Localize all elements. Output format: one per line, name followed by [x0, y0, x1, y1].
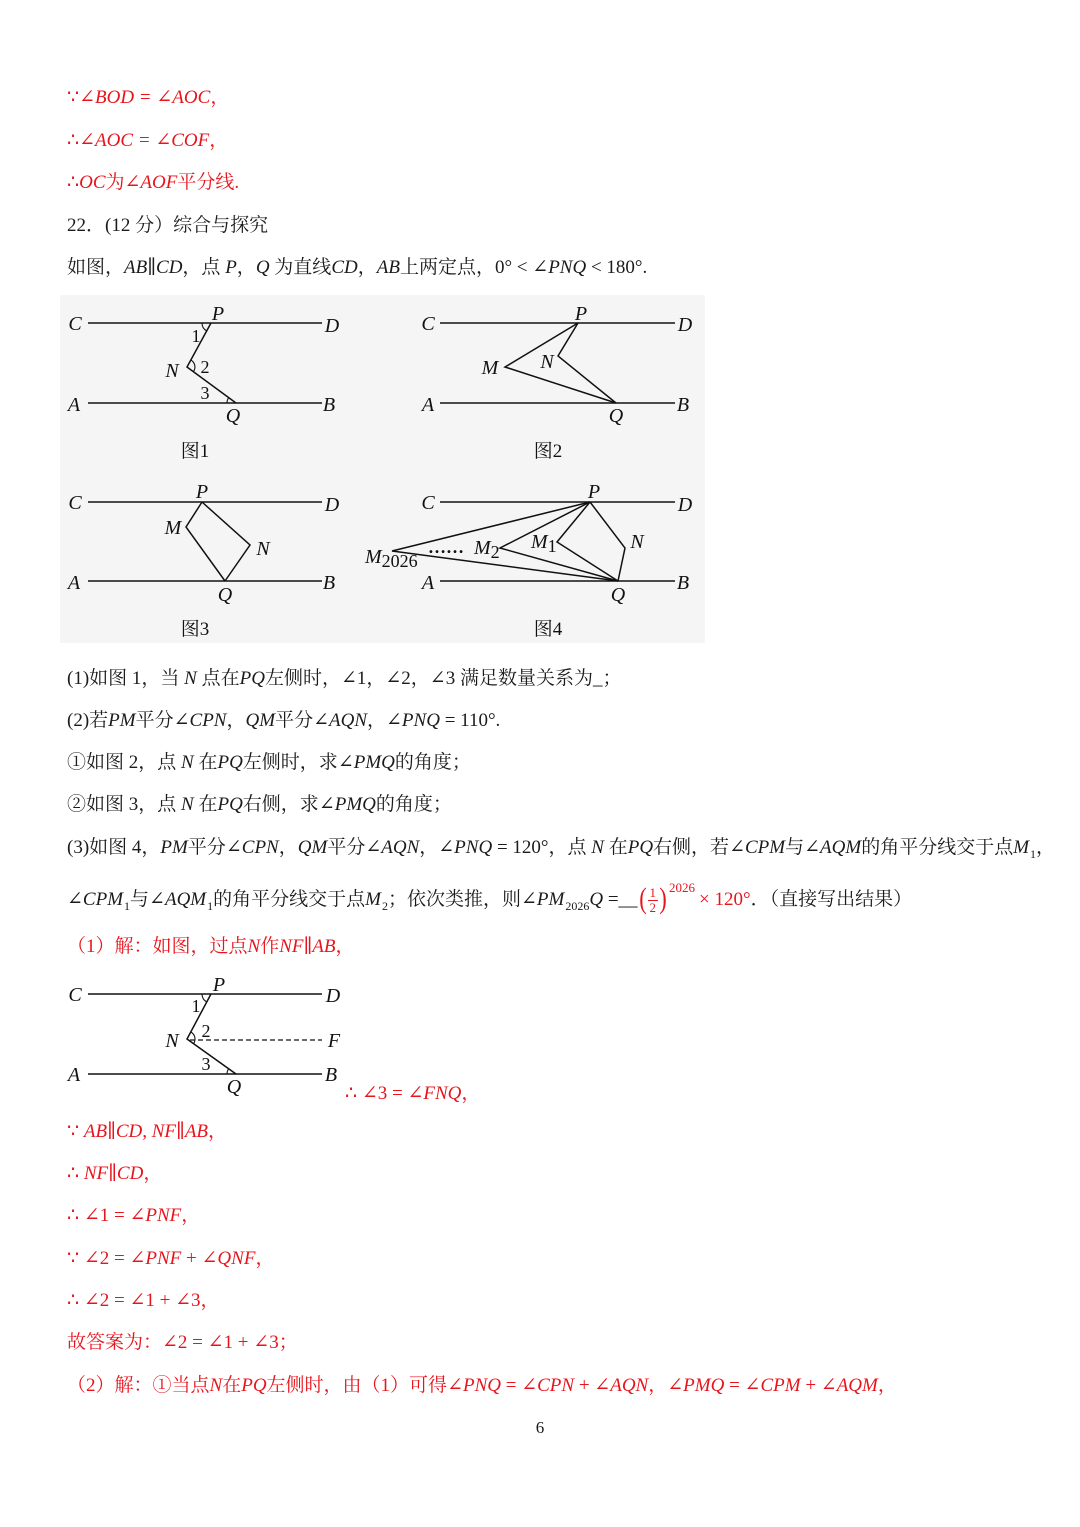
math-run: N: [247, 936, 261, 957]
math-run: Q: [255, 257, 270, 278]
sol-label-b: B: [324, 1064, 338, 1086]
text-run: +: [181, 1248, 202, 1269]
fig2-label-a: A: [421, 394, 435, 416]
part3-line2-after: ．（直接写出结果）: [750, 889, 913, 910]
text-run: (2)若: [67, 710, 109, 731]
math-run: ∠PNF: [129, 1205, 182, 1226]
text-run: 平分: [187, 837, 226, 858]
fig4-label-m1-sub: 1: [547, 536, 557, 556]
fig1-label-b: B: [322, 394, 336, 416]
solution-final-answer: [67, 1331, 298, 1355]
subscript-run: 2026: [565, 899, 590, 913]
text-run: 的角平分线交于点: [213, 889, 366, 910]
text-run: 为: [105, 172, 125, 193]
solution-step-result: [67, 1289, 220, 1313]
fig1-angle3-label: 3: [200, 383, 210, 403]
text-run: （2）解：①当点: [67, 1375, 210, 1396]
math-run: ∠PNF: [129, 1248, 182, 1269]
fig1-label-c: C: [68, 313, 82, 335]
math-run: NF: [83, 1163, 109, 1184]
fig4-label-m2-base: M: [474, 537, 491, 559]
text-run: ；依次类推，则: [387, 889, 521, 910]
fig3-label-d: D: [324, 494, 340, 516]
text-run: ∵: [67, 1121, 84, 1142]
text-run: ∴: [67, 130, 80, 151]
text-run: ∴: [67, 1163, 84, 1184]
math-run: N: [184, 668, 197, 689]
fig4-label-m2026-sub: 2026: [381, 551, 418, 571]
text-run: ，: [226, 710, 246, 731]
fig1-label-d: D: [324, 315, 340, 337]
text-run: (1)如图 1，当: [67, 668, 185, 689]
math-run: M: [365, 889, 381, 910]
solution-intro: [67, 935, 355, 959]
fig2-label-d: D: [677, 314, 693, 336]
text-run: +: [574, 1375, 595, 1396]
fig1-label-a: A: [67, 394, 81, 416]
math-run: CD: [116, 1163, 144, 1184]
math-run: ∠AQM: [804, 837, 862, 858]
text-run: 作: [260, 936, 280, 957]
math-run: AB: [376, 257, 400, 278]
answer-close-paren: ): [659, 881, 667, 915]
math-run: ∠PNQ: [386, 710, 440, 731]
math-run: ∠AQN: [365, 837, 420, 858]
math-run: P: [225, 257, 237, 278]
prev-solution-line-2: [67, 129, 228, 153]
fig4-caption: 图4: [533, 619, 563, 640]
math-run: ∠AOC = ∠COF: [79, 130, 210, 151]
question-stem: [67, 256, 647, 280]
math-run: Q: [589, 889, 604, 910]
text-run: 平分: [327, 837, 366, 858]
text-run: 平分: [135, 710, 174, 731]
fig1-angle1-label: 1: [191, 326, 201, 346]
text-run: 右侧，若: [653, 837, 730, 858]
fig4-label-m2-sub: 2: [490, 542, 500, 562]
fig2-label-q: Q: [608, 405, 624, 427]
sol-label-p: P: [212, 974, 226, 996]
text-run: （1）解：如图，过点: [67, 936, 248, 957]
math-run: PM: [108, 710, 136, 731]
text-run: ，: [255, 1248, 275, 1269]
question-part-2-ii: [67, 793, 452, 817]
question-part-1: [67, 667, 621, 691]
math-run: ∠AQN: [313, 710, 367, 731]
math-run: AB: [124, 257, 148, 278]
sol-angle1-label: 1: [191, 996, 201, 1016]
sol-label-a: A: [67, 1064, 81, 1086]
text-run: 的角平分线交于点: [861, 837, 1014, 858]
answer-open-paren: (: [638, 881, 647, 915]
text-run: 为直线: [269, 257, 332, 278]
math-run: N: [591, 837, 604, 858]
subscript-run: 1: [124, 899, 131, 913]
fig2-label-c: C: [421, 313, 435, 335]
fig4-ellipsis: ……: [428, 537, 464, 557]
text-run: ，: [367, 710, 387, 731]
solution-figure: [60, 968, 360, 1100]
math-run: AB: [83, 1121, 108, 1142]
fig1-angle2-label: 2: [200, 357, 210, 377]
text-run: = 110°.: [439, 710, 501, 731]
fig4-label-m1-base: M: [531, 531, 548, 553]
math-run: PQ: [241, 1375, 267, 1396]
text-run: ，: [335, 936, 355, 957]
math-run: ∠PNQ: [438, 837, 493, 858]
text-run: ∵: [67, 87, 80, 108]
text-run: ①如图 2，点: [67, 752, 182, 773]
math-run: AB: [184, 1121, 209, 1142]
math-run: ∠PMQ: [667, 1375, 725, 1396]
math-run: N: [181, 752, 194, 773]
fig2-label-n: N: [540, 351, 554, 373]
fig1-label-n: N: [165, 360, 179, 382]
text-run: ，点: [182, 257, 226, 278]
text-run: ∴: [67, 172, 80, 193]
math-run: CD: [156, 257, 183, 278]
text-run: ∥: [303, 936, 313, 957]
fig4-label-p: P: [587, 481, 601, 503]
math-run: AB: [312, 936, 336, 957]
answer-expression: [638, 880, 751, 916]
figure-background: [60, 295, 705, 643]
fig2-label-m: M: [481, 357, 499, 379]
fig3-caption: 图3: [180, 619, 210, 640]
math-run: NF: [279, 936, 304, 957]
question-heading: [67, 214, 268, 238]
fig4-label-m2026-base: M: [365, 546, 382, 568]
text-run: 在: [222, 1375, 242, 1396]
math-run: N: [181, 794, 194, 815]
text-run: 平分: [275, 710, 314, 731]
text-run: ，: [209, 130, 229, 151]
math-run: ∠CPM: [729, 837, 786, 858]
fig3-label-p: P: [195, 481, 209, 503]
text-run: 在: [193, 794, 218, 815]
fig3-label-q: Q: [217, 584, 233, 606]
fig4-label-a: A: [421, 572, 435, 594]
sol-label-c: C: [68, 984, 82, 1006]
text-run: (3)如图 4，: [67, 837, 161, 858]
question-part-3-line-1: [67, 836, 1055, 861]
prev-solution-line-1: [67, 86, 229, 110]
text-run: ，: [278, 837, 298, 858]
math-run: M: [1013, 837, 1030, 858]
math-run: PM: [160, 837, 188, 858]
text-run: 平分线.: [177, 172, 240, 193]
fig4-label-q: Q: [610, 584, 626, 606]
text-run: 的角度；: [394, 752, 471, 773]
solution-step-given: [67, 1120, 227, 1144]
math-run: QM: [297, 837, 328, 858]
text-run: ，: [419, 837, 439, 858]
solution-step-pnf: [67, 1204, 200, 1228]
sol-label-n: N: [165, 1030, 179, 1052]
fig4-label-d: D: [677, 494, 693, 516]
text-run: 右侧，求: [242, 794, 319, 815]
sol-angle3-mark: [227, 1069, 229, 1074]
text-run: < 180°.: [586, 257, 648, 278]
text-run: ，: [143, 1163, 163, 1184]
subscript-run: 2: [381, 899, 388, 913]
answer-blank: __: [618, 889, 638, 910]
part3-line2-text: [67, 889, 619, 913]
answer-tail: × 120°: [699, 889, 751, 910]
math-run: PQ: [627, 837, 654, 858]
text-run: 左侧时，由（1）可得: [266, 1375, 448, 1396]
text-run: =: [603, 889, 619, 910]
text-run: 如图，: [67, 257, 125, 278]
math-run: ∠PNQ: [447, 1375, 501, 1396]
text-run: 22．(12 分）综合与探究: [67, 215, 269, 236]
math-run: N: [209, 1375, 223, 1396]
sol-angle2-label: 2: [201, 1021, 211, 1041]
sol-angle3-label: 3: [201, 1054, 211, 1074]
sol-label-f: F: [327, 1030, 341, 1052]
text-run: 在: [193, 752, 218, 773]
answer-numerator: 1: [649, 885, 657, 901]
text-run: =: [500, 1375, 522, 1396]
math-run: CD: [331, 257, 358, 278]
math-run: ∠CPN: [521, 1375, 575, 1396]
text-run: ②如图 3，点: [67, 794, 182, 815]
text-run: =: [724, 1375, 745, 1396]
page-number: 6: [535, 1418, 545, 1437]
solution-part-2-start: [67, 1374, 897, 1398]
math-run: ∠AOF: [124, 172, 178, 193]
math-run: ∠AQN: [594, 1375, 649, 1396]
answer-denominator: 2: [649, 900, 657, 916]
fig2-label-p: P: [574, 303, 588, 325]
text-run: ∥: [108, 1163, 117, 1184]
text-run: 左侧时，求: [242, 752, 338, 773]
text-run: 与: [785, 837, 805, 858]
text-run: ∥: [176, 1121, 185, 1142]
math-run: ∠PM: [520, 889, 565, 910]
math-run: ∠CPM: [67, 889, 124, 910]
math-run: QM: [245, 710, 276, 731]
solution-step-fnq: [345, 1082, 480, 1106]
text-run: ∴ ∠2 = ∠1 + ∠3，: [67, 1290, 220, 1311]
text-run: = 120°，点: [492, 837, 592, 858]
math-run: ∠CPM: [744, 1375, 801, 1396]
text-run: ，: [236, 257, 256, 278]
subscript-run: 1: [1030, 847, 1037, 861]
text-run: +: [800, 1375, 821, 1396]
text-run: ，: [357, 257, 377, 278]
fig4-label-c: C: [421, 492, 435, 514]
sol-label-q: Q: [226, 1076, 242, 1098]
text-run: 在: [603, 837, 628, 858]
fig3-label-c: C: [68, 492, 82, 514]
fig1-label-q: Q: [225, 405, 241, 427]
answer-fraction: [648, 886, 659, 915]
fig1-label-p: P: [211, 303, 225, 325]
sol-label-d: D: [325, 985, 341, 1007]
text-run: ，: [1036, 837, 1056, 858]
math-run: ∠PMQ: [337, 752, 395, 773]
fig4-label-n: N: [630, 531, 644, 553]
text-run: ，: [877, 1375, 897, 1396]
solution-step-sum: [67, 1247, 274, 1271]
math-run: PQ: [217, 752, 243, 773]
math-run: ∠CPN: [173, 710, 227, 731]
solution-step-nf-cd: [67, 1162, 162, 1186]
math-run: ∠AQM: [149, 889, 207, 910]
math-run: ∠FNQ: [407, 1083, 462, 1104]
prev-solution-line-3: [67, 171, 239, 195]
answer-exponent: 2026: [669, 880, 696, 895]
fig3-label-n: N: [256, 538, 270, 560]
text-run: ∥: [107, 1121, 116, 1142]
math-run: OC: [79, 172, 106, 193]
text-run: ∴ ∠3 =: [345, 1083, 408, 1104]
text-run: ，: [461, 1083, 481, 1104]
fig4-label-b: B: [676, 572, 690, 594]
question-part-2: [67, 709, 500, 733]
text-run: 左侧时，∠1，∠2，∠3 满足数量关系为_；: [264, 668, 622, 689]
math-run: ∠AQM: [820, 1375, 878, 1396]
fig3-label-b: B: [322, 572, 336, 594]
text-run: 点在: [196, 668, 240, 689]
math-run: PQ: [217, 794, 243, 815]
fig2-label-b: B: [676, 394, 690, 416]
text-run: ∥: [147, 257, 157, 278]
sol-angle1-mark: [202, 994, 207, 1002]
math-run: CD, NF: [115, 1121, 177, 1142]
math-run: ∠PMQ: [318, 794, 376, 815]
math-run: ∠CPN: [225, 837, 279, 858]
text-run: 上两定点，0° <: [399, 257, 533, 278]
fig3-label-a: A: [67, 572, 81, 594]
text-run: ∵ ∠2 =: [67, 1248, 130, 1269]
math-run: ∠QNF: [201, 1248, 256, 1269]
text-run: ，: [210, 87, 230, 108]
question-part-2-i: [67, 751, 471, 775]
text-run: 故答案为：∠2 = ∠1 + ∠3；: [67, 1332, 298, 1353]
text-run: ∴ ∠1 =: [67, 1205, 130, 1226]
subscript-run: 1: [207, 899, 214, 913]
text-run: 与: [130, 889, 150, 910]
math-run: ∠PNQ: [532, 257, 587, 278]
text-run: 的角度；: [375, 794, 452, 815]
question-figures: [60, 295, 710, 645]
text-run: ，: [181, 1205, 201, 1226]
math-run: ∠BOD = ∠AOC: [79, 87, 211, 108]
math-run: PQ: [239, 668, 265, 689]
fig3-label-m: M: [164, 517, 182, 539]
text-run: ，: [648, 1375, 668, 1396]
text-run: ，: [208, 1121, 228, 1142]
fig1-caption: 图1: [180, 441, 210, 462]
fig2-caption: 图2: [533, 441, 563, 462]
question-part-3-line-2: [67, 880, 912, 920]
